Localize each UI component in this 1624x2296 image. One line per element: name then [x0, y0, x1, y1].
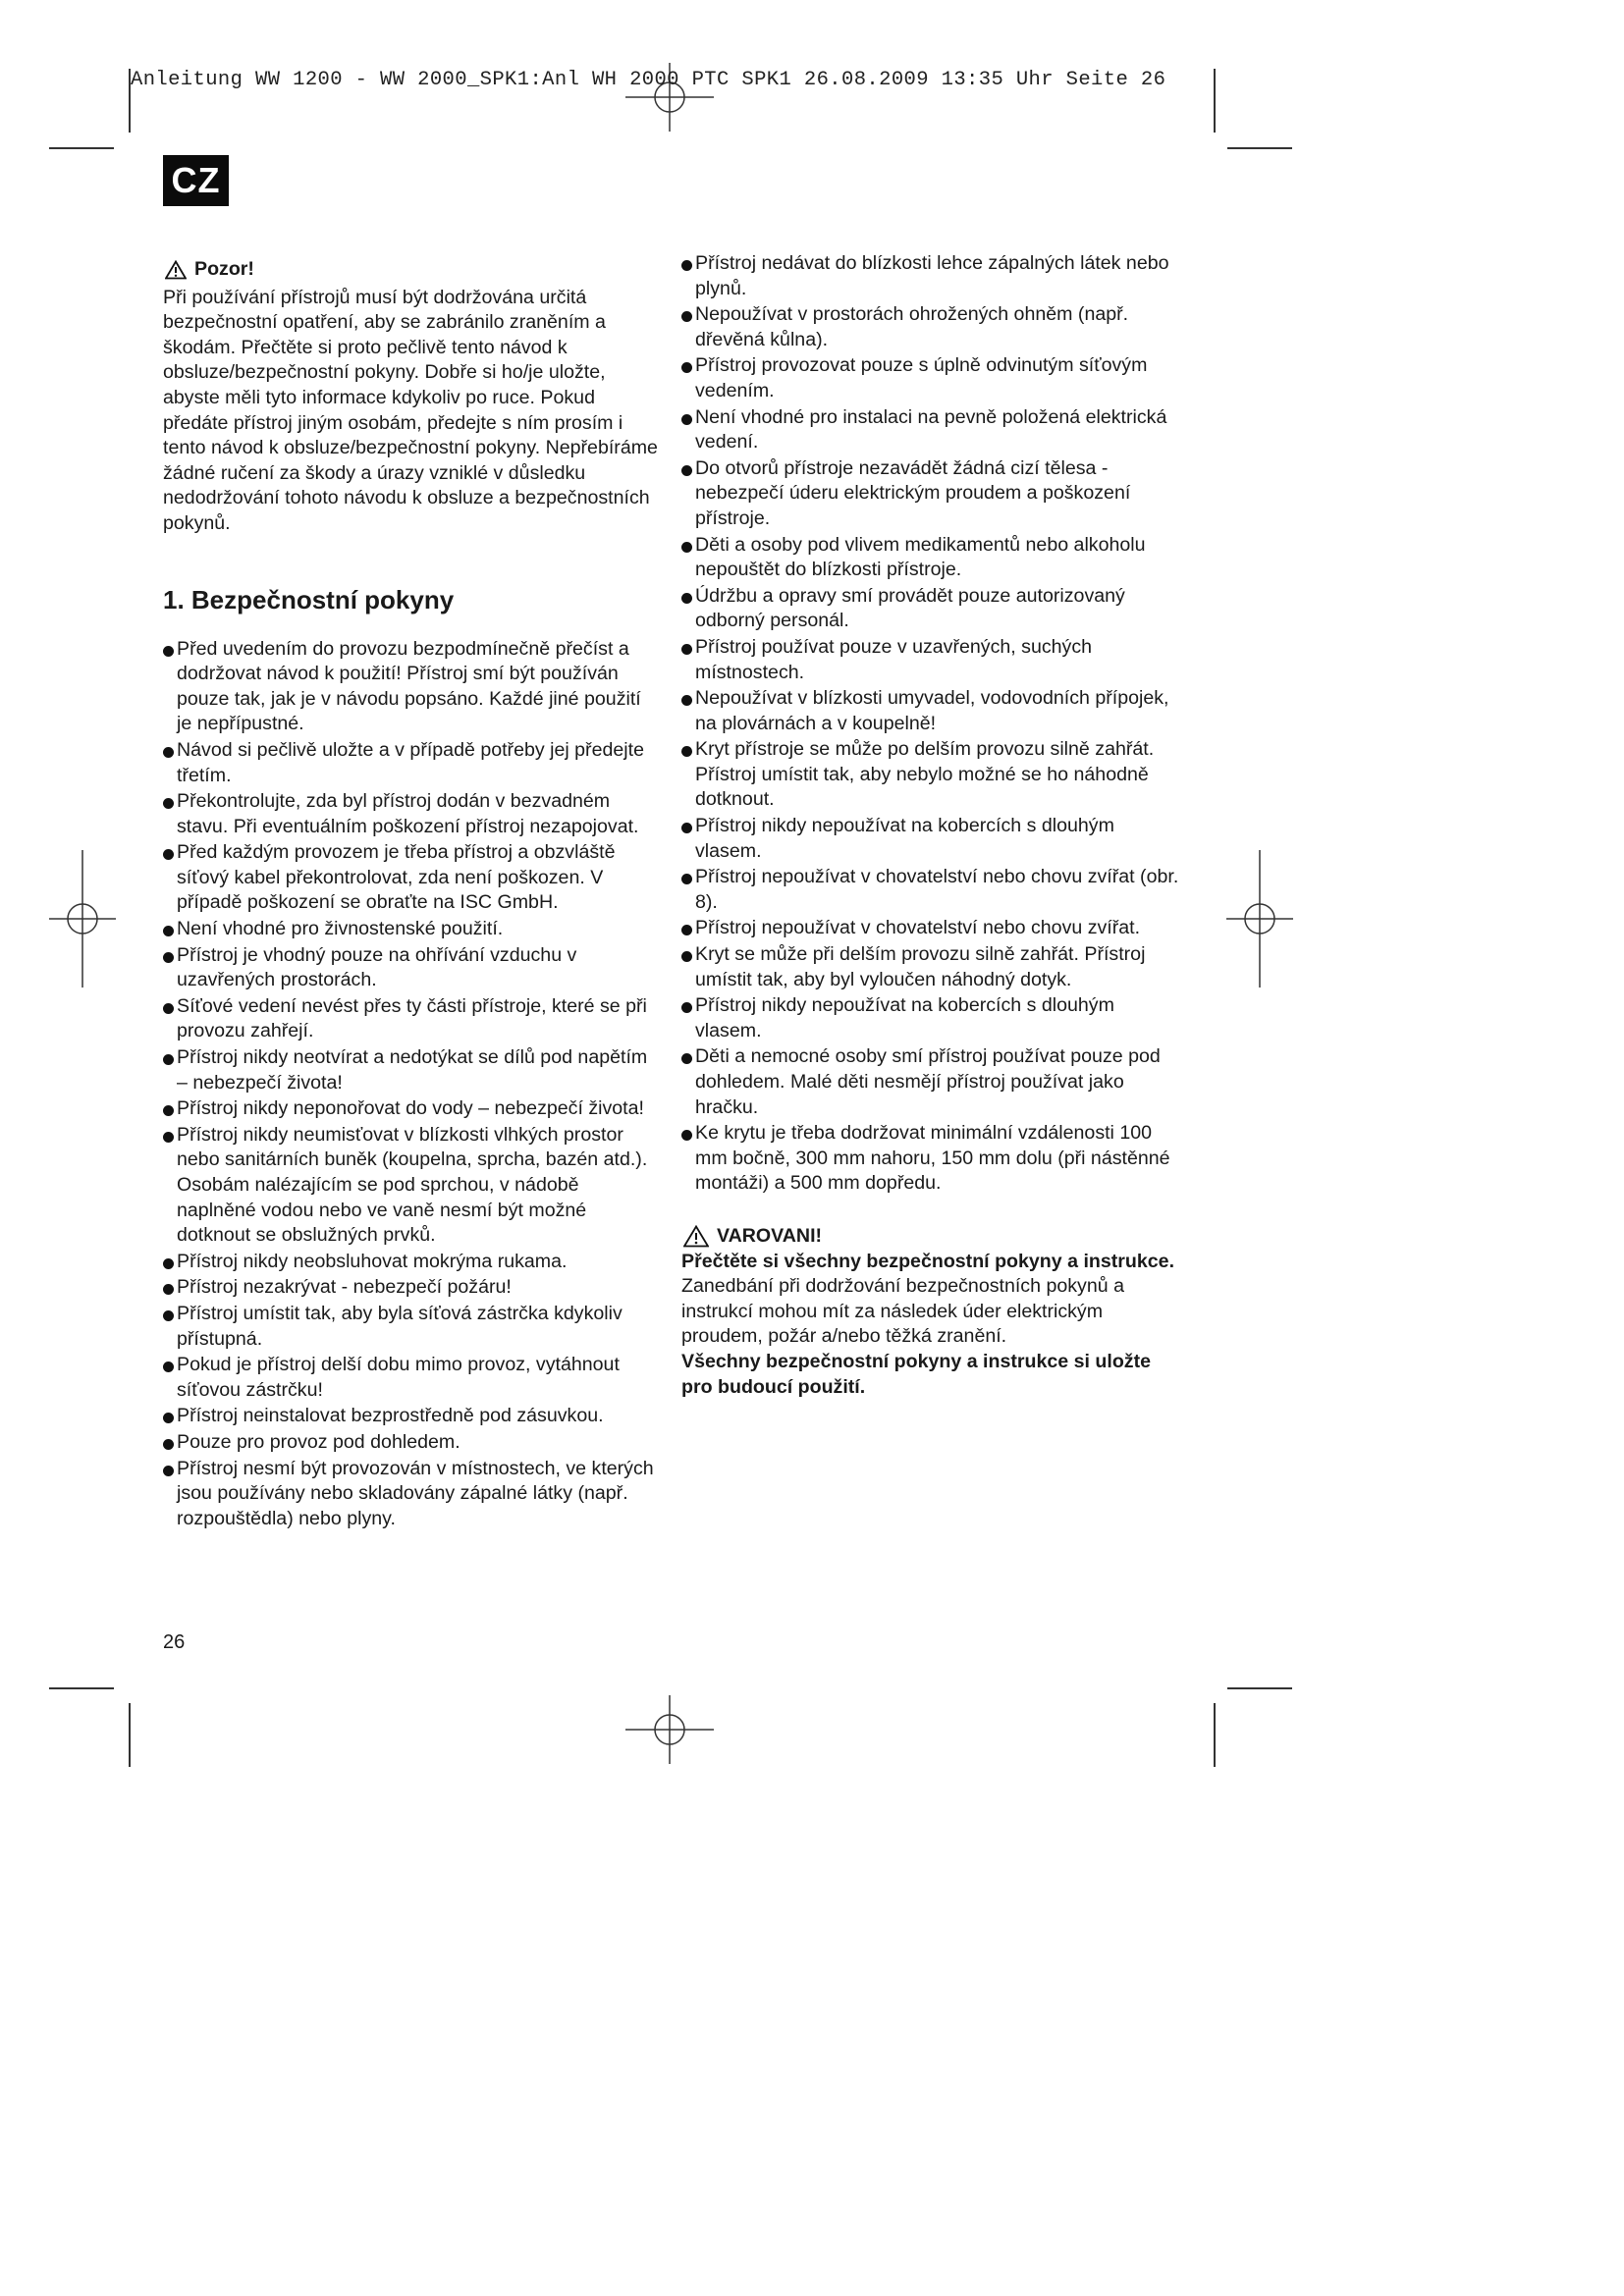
bullet-icon: [163, 747, 174, 758]
left-column: [163, 257, 659, 1532]
warning-subtitle: Přečtěte si všechny bezpečnostní pokyny a instrukce.: [681, 1250, 1175, 1272]
list-item-text: Kryt přístroje se může po delším provozu silně zahřát. Přístroj umístit tak, aby nebylo možné se ho náhodně dotknout.: [695, 738, 1155, 811]
list-item: [681, 635, 1184, 685]
registration-mark-icon: [43, 850, 122, 988]
registration-mark-icon: [606, 1695, 733, 1764]
list-item-text: Přístroj nezakrývat - nebezpečí požáru!: [177, 1276, 512, 1299]
crop-mark: [49, 1687, 114, 1689]
bullet-icon: [681, 874, 692, 884]
left-safety-list: [163, 637, 659, 1532]
bullet-icon: [681, 465, 692, 476]
list-item: [163, 1275, 659, 1301]
list-item-text: Přístroj nikdy neumisťovat v blízkosti vlhkých prostor nebo sanitárních buněk (koupelna, sprcha, bazén atd.). Osobám nalézajícím se pod sprchou, v nádobě naplněné vodou nebo ve vaně nesmí být možné dotknout se obslužných prvků.: [177, 1123, 648, 1247]
list-item: [163, 943, 659, 993]
language-badge: CZ: [163, 155, 229, 206]
list-item: [681, 353, 1184, 403]
bullet-icon: [163, 1439, 174, 1450]
list-item-text: Překontrolujte, zda byl přístroj dodán v bezvadném stavu. Při eventuálním poškození přístroj nezapojovat.: [177, 790, 639, 837]
list-item-text: Přístroj nikdy neotvírat a nedotýkat se dílů pod napětím – nebezpečí života!: [177, 1046, 648, 1094]
bullet-icon: [163, 646, 174, 657]
list-item: [681, 1044, 1184, 1120]
bullet-icon: [681, 951, 692, 962]
registration-mark-icon: [1220, 850, 1299, 988]
caution-text: Při používání přístrojů musí být dodržována určitá bezpečnostní opatření, aby se zabránilo zraněním a škodám. Přečtěte si proto pečlivě tento návod k obsluze/bezpečnostní pokyny. Dobře si ho/je uložte, abyste měli tyto informace kdykoliv po ruce. Pokud předáte přístroj jiným osobám, předejte s ním prosím i tento návod k obsluze/bezpečnostní pokyny. Nepřebíráme žádné ručení za škody a úrazy vzniklé v důsledku nedodržování tohoto návodu k obsluze a bezpečnostních pokynů.: [163, 286, 658, 534]
list-item: [681, 814, 1184, 864]
list-item: [681, 916, 1184, 941]
list-item: [681, 1121, 1184, 1197]
crop-mark: [1214, 1703, 1216, 1767]
list-item-text: Přístroj používat pouze v uzavřených, suchých místnostech.: [695, 635, 1093, 683]
warning-heading: [683, 1224, 1184, 1250]
list-item: [163, 789, 659, 839]
page-number: 26: [163, 1631, 186, 1653]
list-item-text: Nepoužívat v prostorách ohrožených ohněm (např. dřevěná kůlna).: [695, 303, 1129, 350]
list-item-text: Přístroj je vhodný pouze na ohřívání vzduchu v uzavřených prostorách.: [177, 943, 577, 991]
bullet-icon: [163, 926, 174, 936]
list-item: [163, 1123, 659, 1249]
caution-title: Pozor!: [194, 258, 254, 280]
list-item: [681, 993, 1184, 1043]
list-item-text: Děti a nemocné osoby smí přístroj používat pouze pod dohledem. Malé děti nesmějí přístroj používat jako hračku.: [695, 1045, 1161, 1118]
list-item: [681, 456, 1184, 532]
list-item-text: Pouze pro provoz pod dohledem.: [177, 1430, 460, 1453]
list-item: [681, 686, 1184, 736]
list-item-text: Přístroj nesmí být provozován v místnostech, ve kterých jsou používány nebo skladovány zápalné látky (např. rozpouštědla) nebo plyny.: [177, 1457, 654, 1529]
list-item: [163, 1096, 659, 1122]
list-item: [163, 738, 659, 788]
bullet-icon: [163, 1466, 174, 1476]
bullet-icon: [163, 1054, 174, 1065]
list-item: [163, 1250, 659, 1275]
list-item: [163, 917, 659, 942]
list-item: [163, 1404, 659, 1429]
right-column: [681, 251, 1184, 1400]
crop-mark: [1227, 1687, 1292, 1689]
list-item-text: Přístroj nikdy neponořovat do vody – nebezpečí života!: [177, 1097, 644, 1120]
list-item: [681, 405, 1184, 455]
warning-footer: Všechny bezpečnostní pokyny a instrukce si uložte pro budoucí použití.: [681, 1350, 1152, 1398]
list-item-text: Údržbu a opravy smí provádět pouze autorizovaný odborný personál.: [695, 584, 1125, 632]
list-item: [681, 737, 1184, 813]
crop-mark: [49, 147, 114, 149]
list-item-text: Přístroj nikdy nepoužívat na kobercích s dlouhým vlasem.: [695, 815, 1114, 862]
caution-heading: [165, 257, 659, 283]
bullet-icon: [681, 311, 692, 322]
list-item-text: Do otvorů přístroje nezavádět žádná cizí tělesa - nebezpečí úderu elektrickým proudem a poškození přístroje.: [695, 456, 1131, 529]
crop-mark: [129, 1703, 131, 1767]
bullet-icon: [681, 1053, 692, 1064]
bullet-icon: [681, 362, 692, 373]
warning-triangle-icon: [165, 260, 187, 280]
list-item: [681, 584, 1184, 634]
bullet-icon: [163, 1105, 174, 1116]
bullet-icon: [681, 644, 692, 655]
list-item-text: Není vhodné pro živnostenské použití.: [177, 918, 504, 940]
list-item-text: Přístroj nepoužívat v chovatelství nebo chovu zvířat (obr. 8).: [695, 866, 1179, 913]
list-item: [163, 1457, 659, 1532]
bullet-icon: [681, 414, 692, 425]
list-item-text: Přístroj nedávat do blízkosti lehce zápalných látek nebo plynů.: [695, 252, 1169, 299]
bullet-icon: [163, 1258, 174, 1269]
list-item-text: Přístroj nikdy nepoužívat na kobercích s dlouhým vlasem.: [695, 994, 1114, 1041]
list-item-text: Přístroj provozovat pouze s úplně odvinutým síťovým vedením.: [695, 354, 1148, 401]
warning-block: [681, 1224, 1184, 1400]
list-item-text: Kryt se může při delším provozu silně zahřát. Přístroj umístit tak, aby byl vyloučen náhodný dotyk.: [695, 943, 1146, 990]
list-item: [163, 1353, 659, 1403]
bullet-icon: [681, 593, 692, 604]
list-item-text: Návod si pečlivě uložte a v případě potřeby jej předejte třetím.: [177, 738, 644, 786]
list-item-text: Nepoužívat v blízkosti umyvadel, vodovodních přípojek, na plovárnách a v koupelně!: [695, 687, 1169, 734]
bullet-icon: [163, 849, 174, 860]
bullet-icon: [163, 952, 174, 963]
bullet-icon: [681, 1130, 692, 1141]
list-item-text: Síťové vedení nevést přes ty části přístroje, které se při provozu zahřejí.: [177, 994, 647, 1042]
list-item-text: Přístroj nepoužívat v chovatelství nebo chovu zvířat.: [695, 917, 1141, 939]
bullet-icon: [681, 925, 692, 935]
list-item: [681, 865, 1184, 915]
crop-mark: [1214, 69, 1216, 133]
list-item: [163, 1430, 659, 1456]
list-item-text: Ke krytu je třeba dodržovat minimální vzdálenosti 100 mm bočně, 300 mm nahoru, 150 mm dolu (při nástěnné montáži) a 500 mm dopředu.: [695, 1122, 1170, 1195]
bullet-icon: [681, 1002, 692, 1013]
print-header: Anleitung WW 1200 - WW 2000_SPK1:Anl WH 2000 PTC SPK1 26.08.2009 13:35 Uhr Seite 26: [131, 69, 1166, 91]
list-item-text: Přístroj nikdy neobsluhovat mokrýma rukama.: [177, 1250, 568, 1272]
bullet-icon: [163, 1132, 174, 1143]
list-item-text: Není vhodné pro instalaci na pevně položená elektrická vedení.: [695, 405, 1167, 454]
warning-title: VAROVANI!: [717, 1224, 823, 1247]
bullet-icon: [163, 798, 174, 809]
list-item: [163, 840, 659, 916]
section-title: 1. Bezpečnostní pokyny: [163, 584, 455, 614]
list-item: [163, 994, 659, 1044]
list-item: [681, 942, 1184, 992]
bullet-icon: [681, 823, 692, 833]
warning-text: Zanedbání při dodržování bezpečnostních pokynů a instrukcí mohou mít za následek úder elektrickým proudem, požár a/nebo těžká zranění.: [681, 1275, 1124, 1348]
list-item-text: Pokud je přístroj delší dobu mimo provoz, vytáhnout síťovou zástrčku!: [177, 1354, 620, 1401]
bullet-icon: [681, 695, 692, 706]
list-item-text: Před uvedením do provozu bezpodmínečně přečíst a dodržovat návod k použití! Přístroj smí být používán pouze tak, jak je v návodu popsáno. Každé jiné použití je nepřípustné.: [177, 637, 641, 735]
list-item: [163, 637, 659, 737]
right-safety-list: [681, 251, 1184, 1197]
bullet-icon: [681, 746, 692, 757]
warning-triangle-icon: [683, 1225, 709, 1248]
bullet-icon: [163, 1310, 174, 1321]
list-item: [681, 251, 1184, 301]
crop-mark: [1227, 147, 1292, 149]
list-item-text: Přístroj umístit tak, aby byla síťová zástrčka kdykoliv přístupná.: [177, 1302, 623, 1350]
bullet-icon: [163, 1362, 174, 1372]
list-item-text: Před každým provozem je třeba přístroj a obzvláště síťový kabel překontrolovat, zda není poškozen. V případě poškození se obraťte na ISC GmbH.: [177, 841, 616, 914]
list-item-text: Děti a osoby pod vlivem medikamentů nebo alkoholu nepouštět do blízkosti přístroje.: [695, 533, 1146, 581]
bullet-icon: [163, 1413, 174, 1423]
list-item: [681, 533, 1184, 583]
bullet-icon: [163, 1003, 174, 1014]
list-item-text: Přístroj neinstalovat bezprostředně pod zásuvkou.: [177, 1405, 604, 1427]
bullet-icon: [681, 542, 692, 553]
list-item: [681, 302, 1184, 352]
bullet-icon: [163, 1284, 174, 1295]
list-item: [163, 1045, 659, 1095]
list-item: [163, 1302, 659, 1352]
bullet-icon: [681, 260, 692, 271]
